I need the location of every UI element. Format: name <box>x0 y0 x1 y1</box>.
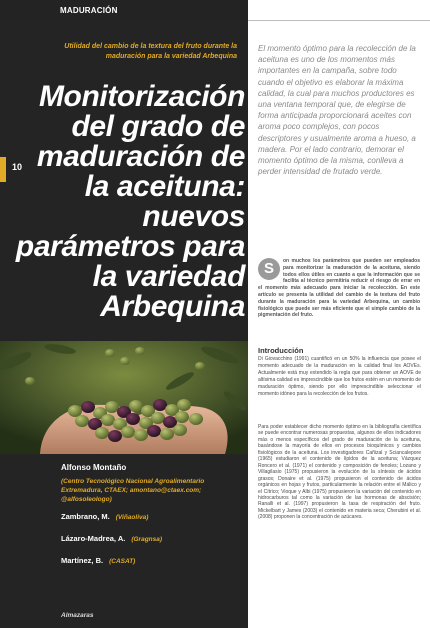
intro-paragraph <box>258 258 420 319</box>
co-author-institution: (CASAT) <box>109 558 136 565</box>
co-author <box>61 512 243 523</box>
top-bar-dark <box>0 0 248 21</box>
page-tab-marker <box>0 157 6 182</box>
photo-illustration <box>0 341 248 454</box>
body-paragraph: Para poder establecer dicho momento óptimo en la bibliografía científica se puede encontrar numerosas propuestas, algunos de ellos indicadores más o menos específicos del grado de maduración de la aceituna, basándose la mayoría de ellos en procesos bioquímicos y cambios fisiológicos de la aceituna. Los investigadores Cañizal y Sciancalepore (1965) estudiaron el contenido de lípidos de la aceituna; Vázquez Roncero et al. (1971) el contenido y composición de fenoles; Lozano y Villagilasio (1975) propusieron la evolución de la síntesis de ácidos grasos; Donaire et al. (1975) propusieron el contenido de ácidos orgánicos en hojas y frutos, particularmente la relación entre el Málico y el Cítrico; Vioque y Albi (1975) propusieron la variación del contenido en hidrocarburos tal como la variación de las hormonas de abscisión; Ranalli et al. (1997) propusieron la tasa de respiración del fruto. Mickelbart y James (2003) el contenido en materia seca; Cherubini et al. (2008) proponen la concentración de azúcares. <box>258 424 421 521</box>
section-heading: Introducción <box>258 346 304 355</box>
co-author-name: Zambrano, M. <box>61 512 110 521</box>
body-paragraph: Di Giovacchino (1991) cuantificó en un 50% la influencia que posee el momento adecuado de la maduración en la calidad final los AOVEs. Actualmente está muy extendido la regla que para obtener un AOVE de altísima calidad es imprescindible que los frutos estén en un momento de maduración óptimo, siendo por ello imprescindible seleccionar el momento idóneo para la recolección de los frutos. <box>258 356 421 397</box>
section-label: MADURACIÓN <box>60 6 118 15</box>
main-author: Alfonso Montaño <box>61 463 127 472</box>
magazine-logo: Almazaras <box>61 612 94 619</box>
author-affiliation: (Centro Tecnológico Nacional Agroalimentario Extremadura, CTAEX; amontano@ctaex.com; @alfosoleologo) <box>61 478 205 503</box>
page-number: 10 <box>12 162 23 172</box>
co-author-institution: (Gragnsa) <box>131 536 163 543</box>
co-author-name: Martínez, B. <box>61 556 104 565</box>
drop-cap: S <box>258 258 280 280</box>
authors-block <box>61 462 243 567</box>
co-author <box>61 534 243 545</box>
intro-text: on muchos los parámetros que pueden ser empleados para monitorizar la maduración de la aceituna, siendo todos ellos útiles en cuanto a que la información que se facilita al técnico permitiría reducir el riesgo de errar en el momento más adecuado para iniciar la recolección. En este artículo se presenta la utilidad del cambio de la textura del fruto durante la maduración para la variedad Arbequina, un cambio fisiológico que puede ser más eficiente que el simple cambio de la pigmentación del fruto. <box>258 258 420 319</box>
article-subtitle: Utilidad del cambio de la textura del fruto durante la maduración para la variedad Arbequina <box>64 43 237 60</box>
co-author-institution: (Viñaoliva) <box>115 514 149 521</box>
lead-paragraph: El momento óptimo para la recolección de la aceituna es uno de los momentos más importantes en la campaña, sobre todo cuando el objetivo es elaborar la máxima calidad, la cual para muchos productores es una ventana temporal que, de elegirse de forma anticipada proporcionará aceites con aroma poco complejos, con pocos descriptores y usualmente aroma a hueso, a madera. Por el lado contrario, demorar el momento óptimo de la misma, conlleva a perder intensidad de frutado verde. <box>258 44 416 177</box>
article-title: Monitorización del grado de maduración de la aceituna: nuevos parámetros para la variedad Arbequina <box>15 80 245 323</box>
co-author-name: Lázaro-Madrea, A. <box>61 534 126 543</box>
co-author <box>61 556 243 567</box>
top-bar <box>0 0 430 21</box>
olive-hands-photo <box>0 341 248 454</box>
top-bar-light <box>248 0 430 21</box>
